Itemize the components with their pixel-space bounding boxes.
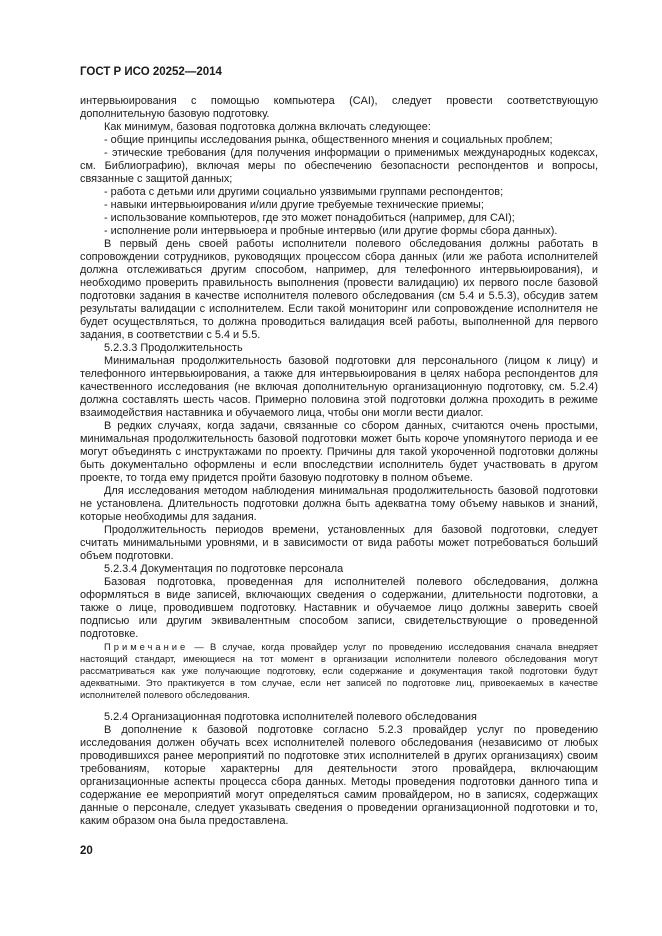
paragraph: В дополнение к базовой подготовке согласно 5.2.3 провайдер услуг по проведению исследования должен обучать всех исполнителей полевого обследования (независимо от любых проводившихся ранее мероприятий по подготовке этих исполнителей в других организациях) своим требованиям, которые характерны для деятельности этого провайдера, включающим организационные аспекты процесса сбора данных. Методы проведения подготовки данного типа и содержание ее мероприятий могут определяться самим провайдером, но в записях, содержащих данные о персонале, следует указывать сведения о проведении организационной подготовки и то, каким образом она была предоставлена. [80, 724, 598, 827]
list-item: - навыки интервьюирования и/или другие требуемые технические приемы; [104, 199, 484, 211]
note-text: — В случае, когда провайдер услуг по проведению исследования сначала внедряет настоящий стандарт, имеющиеся на тот момент в организации исполнители полевого обследования могут рассматриваться как уже получающие подготовку, если содержание и документация такой подготовки будут адекватными. Это практикуется в том случае, если нет записей по подготовке лиц, привоекаемых в качестве исполнителей полевого обследования. [80, 641, 598, 700]
list-item: - исполнение роли интервьюера и пробные интервью (или другие формы сбора данных). [104, 225, 558, 237]
document-header: ГОСТ Р ИСО 20252—2014 [80, 66, 222, 78]
paragraph: Для исследования методом наблюдения минимальная продолжительность базовой подготовки не установлена. Длительность подготовки должна быть адекватна тому объему навыков и знаний, которые необходимы для задания. [80, 485, 598, 523]
note [80, 641, 598, 701]
note-label: Примечание [104, 641, 189, 652]
paragraph: Минимальная продолжительность базовой подготовки для персонального (лицом к лицу) и телефонного интервьюирования, а также для интервьюирования в целях набора респондентов для качественного исследования (не включая дополнительную организационную подготовку, см. 5.2.4) должна составлять шесть часов. Примерно половина этой подготовки должна проходить в режиме взаимодействия наставника и обучаемого лица, чтобы они могли вести диалог. [80, 355, 598, 419]
section-5-2-4 [80, 711, 598, 828]
paragraph: интервьюирования с помощью компьютера (CAI), следует провести соответствующую дополнительную базовую подготовку. [80, 95, 598, 120]
section-heading: 5.2.3.4 Документация по подготовке персонала [104, 563, 344, 575]
paragraph: В редких случаях, когда задачи, связанные со сбором данных, считаются очень простыми, минимальная продолжительность базовой подготовки может быть короче упомянутого периода и ее могут объединять с инструктажами по проекту. Причины для такой укороченной подготовки должны быть документально оформлены и если впоследствии исполнитель будет участвовать в другом проекте, то тогда ему придется пройти базовую подготовку в полном объеме. [80, 420, 598, 484]
main-text [80, 95, 598, 641]
paragraph: Базовая подготовка, проведенная для исполнителей полевого обследования, должна оформляться в виде записей, включающих сведения о содержании, длительности подготовки, а также о лице, проводившем подготовку. Наставник и обучаемое лицо должны заверить своей подписью или другим эквивалентным способом записи, свидетельствующие о проведенной подготовке. [80, 576, 598, 640]
list-item: - этические требования (для получения информации о применимых международных кодексах, см. Библиографию), включая меры по обеспечению безопасности респондентов и вопросы, связанные с защитой данных; [80, 147, 598, 185]
list-item: - общие принципы исследования рынка, общественного мнения и социальных проблем; [104, 134, 553, 146]
page-number: 20 [80, 845, 93, 857]
section-heading: 5.2.3.3 Продолжительность [104, 342, 243, 354]
list-item: - использование компьютеров, где это может понадобиться (например, для CAI); [104, 212, 515, 224]
paragraph: Как минимум, базовая подготовка должна включать следующее: [104, 121, 431, 133]
paragraph: Продолжительность периодов времени, установленных для базовой подготовки, следует считать минимальными уровнями, и в зависимости от вида работы может потребоваться больший объем подготовки. [80, 524, 598, 562]
paragraph: В первый день своей работы исполнители полевого обследования должны работать в сопровождении сотрудников, руководящих процессом сбора данных (или же работа исполнителей должна отслеживаться другим способом, например, для телефонного интервьюирования), и необходимо проверить правильность выполнения (провести валидацию) их первого после базовой подготовки задания в качестве исполнителя полевого обследования (см 5.4 и 5.5.3), обсудив затем результаты валидации с исполнителем. Если такой мониторинг или сопровождение исполнителя не будет осуществляться, то должна проводиться валидация всей работы, выполненной для первого задания, в соответствии с 5.4 и 5.5. [80, 238, 598, 341]
section-heading: 5.2.4 Организационная подготовка исполнителей полевого обследования [104, 711, 477, 723]
list-item: - работа с детьми или другими социально уязвимыми группами респондентов; [104, 186, 504, 198]
